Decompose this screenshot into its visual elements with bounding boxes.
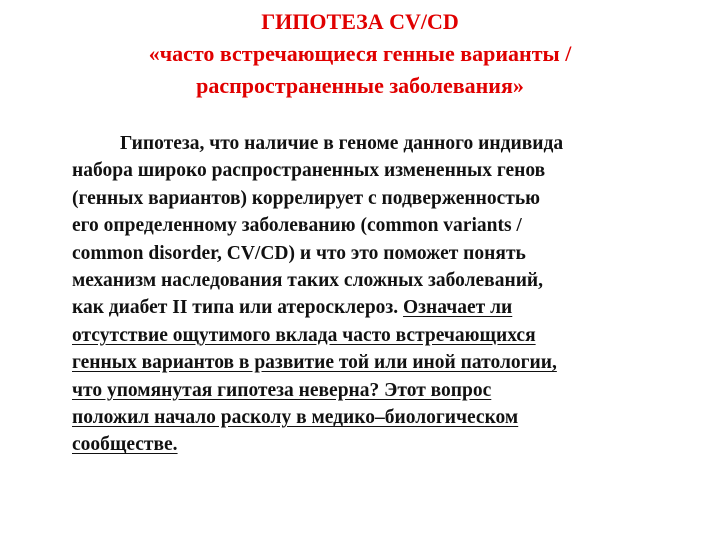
body-line-8: отсутствие ощутимого вклада часто встречающихся bbox=[72, 324, 536, 346]
body-line-1: Гипотеза, что наличие в геноме данного индивида bbox=[120, 133, 564, 154]
body-line-6: механизм наследования таких сложных заболеваний, bbox=[72, 270, 544, 292]
body-paragraph bbox=[72, 130, 682, 459]
body-line-4: его определенному заболеванию (common variants / bbox=[72, 215, 522, 237]
body-line-3: (генных вариантов) коррелирует с подверженностью bbox=[72, 187, 541, 209]
title-line-2: «часто встречающиеся генные варианты / bbox=[148, 41, 572, 66]
body-line-7-plain: как диабет II типа или атеросклероз. bbox=[72, 297, 404, 319]
body-line-7 bbox=[72, 294, 682, 321]
title-line-3: распространенные заболевания» bbox=[196, 73, 524, 98]
body-line-2: набора широко распространенных измененных генов bbox=[72, 160, 546, 182]
body-line-5: common disorder, CV/CD) и что это поможет понять bbox=[72, 242, 526, 264]
body-line-7-underlined: Означает ли bbox=[403, 297, 513, 319]
slide-title bbox=[60, 6, 660, 102]
body-line-10: что упомянутая гипотеза неверна? Этот вопрос bbox=[72, 379, 492, 401]
body-line-9: генных вариантов в развитие той или иной патологии, bbox=[72, 352, 557, 374]
title-line-1: ГИПОТЕЗА CV/CD bbox=[261, 9, 459, 34]
body-line-11: положил начало расколу в медико–биологическом bbox=[72, 407, 519, 429]
body-line-12: сообществе. bbox=[72, 434, 178, 456]
